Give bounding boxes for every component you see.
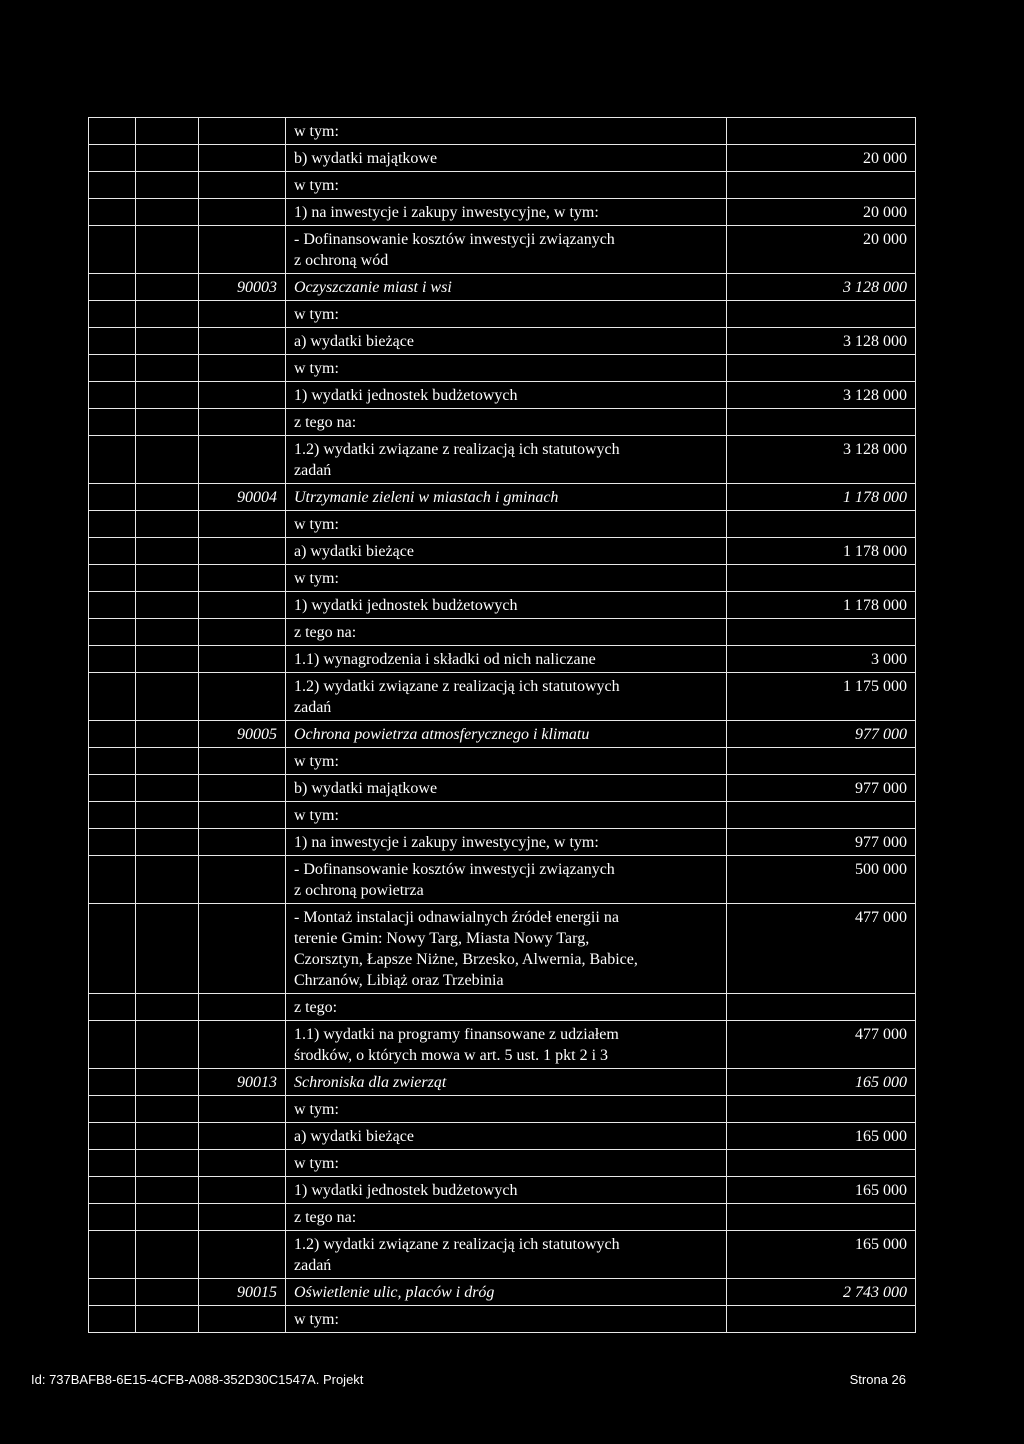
section-code: 90005 <box>199 721 286 748</box>
section-code <box>199 748 286 775</box>
section-code: 90003 <box>199 274 286 301</box>
empty-cell <box>136 118 199 145</box>
row-amount: 477 000 <box>727 904 916 994</box>
row-amount <box>727 301 916 328</box>
section-code <box>199 592 286 619</box>
row-amount: 165 000 <box>727 1231 916 1279</box>
empty-cell <box>136 1279 199 1306</box>
empty-cell <box>89 721 136 748</box>
section-code <box>199 328 286 355</box>
empty-cell <box>136 748 199 775</box>
row-amount <box>727 994 916 1021</box>
row-description: b) wydatki majątkowe <box>286 145 727 172</box>
row-description: Oświetlenie ulic, placów i dróg <box>286 1279 727 1306</box>
table-row <box>89 172 916 199</box>
empty-cell <box>89 1279 136 1306</box>
empty-cell <box>89 511 136 538</box>
row-amount: 3 128 000 <box>727 274 916 301</box>
row-amount <box>727 802 916 829</box>
row-amount: 1 178 000 <box>727 538 916 565</box>
empty-cell <box>136 1069 199 1096</box>
empty-cell <box>136 802 199 829</box>
empty-cell <box>89 1306 136 1333</box>
section-code <box>199 1150 286 1177</box>
empty-cell <box>136 1306 199 1333</box>
row-description: 1) na inwestycje i zakupy inwestycyjne, w tym: <box>286 829 727 856</box>
empty-cell <box>89 994 136 1021</box>
row-amount: 977 000 <box>727 721 916 748</box>
row-description: z tego na: <box>286 1204 727 1231</box>
row-description: b) wydatki majątkowe <box>286 775 727 802</box>
row-amount: 977 000 <box>727 775 916 802</box>
empty-cell <box>136 646 199 673</box>
empty-cell <box>89 355 136 382</box>
row-amount: 165 000 <box>727 1177 916 1204</box>
section-row <box>89 721 916 748</box>
section-code <box>199 673 286 721</box>
empty-cell <box>136 1231 199 1279</box>
row-amount <box>727 355 916 382</box>
section-code <box>199 1096 286 1123</box>
section-code <box>199 1231 286 1279</box>
empty-cell <box>136 856 199 904</box>
table-row <box>89 355 916 382</box>
table-row <box>89 1306 916 1333</box>
row-description: a) wydatki bieżące <box>286 328 727 355</box>
row-description: 1) wydatki jednostek budżetowych <box>286 382 727 409</box>
row-description: 1.1) wydatki na programy finansowane z udziałem środków, o których mowa w art. 5 ust. 1 pkt 2 i 3 <box>286 1021 727 1069</box>
row-description: Utrzymanie zieleni w miastach i gminach <box>286 484 727 511</box>
row-amount: 1 175 000 <box>727 673 916 721</box>
table-row <box>89 409 916 436</box>
table-row <box>89 226 916 274</box>
empty-cell <box>136 1150 199 1177</box>
document-id: Id: 737BAFB8-6E15-4CFB-A088-352D30C1547A. Projekt <box>31 1372 364 1387</box>
empty-cell <box>89 1021 136 1069</box>
row-description: w tym: <box>286 301 727 328</box>
empty-cell <box>136 1123 199 1150</box>
table-row <box>89 328 916 355</box>
table-row <box>89 802 916 829</box>
row-amount: 477 000 <box>727 1021 916 1069</box>
section-code <box>199 1306 286 1333</box>
empty-cell <box>89 301 136 328</box>
empty-cell <box>136 538 199 565</box>
table-row <box>89 1177 916 1204</box>
row-description: Oczyszczanie miast i wsi <box>286 274 727 301</box>
empty-cell <box>89 1096 136 1123</box>
row-description: a) wydatki bieżące <box>286 1123 727 1150</box>
row-description: z tego: <box>286 994 727 1021</box>
table-row <box>89 301 916 328</box>
empty-cell <box>136 775 199 802</box>
section-code <box>199 436 286 484</box>
row-description: 1.2) wydatki związane z realizacją ich statutowych zadań <box>286 1231 727 1279</box>
row-amount <box>727 748 916 775</box>
empty-cell <box>136 172 199 199</box>
table-row <box>89 1204 916 1231</box>
row-amount: 3 128 000 <box>727 382 916 409</box>
empty-cell <box>89 829 136 856</box>
table-row <box>89 1150 916 1177</box>
section-code <box>199 856 286 904</box>
empty-cell <box>136 1021 199 1069</box>
table-row <box>89 118 916 145</box>
table-row <box>89 646 916 673</box>
row-amount <box>727 1096 916 1123</box>
section-code <box>199 409 286 436</box>
table-row <box>89 619 916 646</box>
empty-cell <box>136 1096 199 1123</box>
section-row <box>89 1279 916 1306</box>
row-description: 1) wydatki jednostek budżetowych <box>286 1177 727 1204</box>
empty-cell <box>89 199 136 226</box>
empty-cell <box>136 382 199 409</box>
table-row <box>89 1123 916 1150</box>
row-amount: 3 128 000 <box>727 328 916 355</box>
empty-cell <box>89 172 136 199</box>
row-description: 1.1) wynagrodzenia i składki od nich naliczane <box>286 646 727 673</box>
table-row <box>89 145 916 172</box>
empty-cell <box>89 802 136 829</box>
row-description: w tym: <box>286 748 727 775</box>
empty-cell <box>89 274 136 301</box>
row-description: - Dofinansowanie kosztów inwestycji związanych z ochroną powietrza <box>286 856 727 904</box>
section-code <box>199 1177 286 1204</box>
row-amount <box>727 1306 916 1333</box>
row-description: w tym: <box>286 118 727 145</box>
row-description: w tym: <box>286 172 727 199</box>
table-row <box>89 1096 916 1123</box>
section-code <box>199 355 286 382</box>
row-description: z tego na: <box>286 619 727 646</box>
row-description: 1) wydatki jednostek budżetowych <box>286 592 727 619</box>
empty-cell <box>89 328 136 355</box>
section-code <box>199 829 286 856</box>
table-row <box>89 592 916 619</box>
row-amount: 165 000 <box>727 1123 916 1150</box>
empty-cell <box>89 484 136 511</box>
row-amount: 3 128 000 <box>727 436 916 484</box>
row-amount: 3 000 <box>727 646 916 673</box>
section-code: 90013 <box>199 1069 286 1096</box>
empty-cell <box>89 1150 136 1177</box>
row-amount <box>727 118 916 145</box>
row-description: a) wydatki bieżące <box>286 538 727 565</box>
row-description: 1) na inwestycje i zakupy inwestycyjne, w tym: <box>286 199 727 226</box>
empty-cell <box>89 592 136 619</box>
row-description: - Dofinansowanie kosztów inwestycji związanych z ochroną wód <box>286 226 727 274</box>
section-code <box>199 226 286 274</box>
empty-cell <box>89 856 136 904</box>
table-row <box>89 904 916 994</box>
section-code <box>199 646 286 673</box>
empty-cell <box>89 748 136 775</box>
empty-cell <box>136 355 199 382</box>
row-amount: 1 178 000 <box>727 592 916 619</box>
table-row <box>89 1231 916 1279</box>
row-amount <box>727 1150 916 1177</box>
section-code <box>199 511 286 538</box>
empty-cell <box>136 301 199 328</box>
row-amount: 977 000 <box>727 829 916 856</box>
empty-cell <box>136 592 199 619</box>
table-row <box>89 994 916 1021</box>
empty-cell <box>89 775 136 802</box>
table-row <box>89 673 916 721</box>
row-amount <box>727 1204 916 1231</box>
empty-cell <box>89 436 136 484</box>
empty-cell <box>89 904 136 994</box>
table-row <box>89 829 916 856</box>
section-code <box>199 199 286 226</box>
row-amount <box>727 619 916 646</box>
table-row <box>89 856 916 904</box>
section-code <box>199 904 286 994</box>
row-amount: 2 743 000 <box>727 1279 916 1306</box>
section-code <box>199 118 286 145</box>
empty-cell <box>136 145 199 172</box>
empty-cell <box>136 436 199 484</box>
section-code: 90004 <box>199 484 286 511</box>
row-amount: 165 000 <box>727 1069 916 1096</box>
empty-cell <box>136 994 199 1021</box>
empty-cell <box>136 1177 199 1204</box>
empty-cell <box>89 118 136 145</box>
section-code: 90015 <box>199 1279 286 1306</box>
section-code <box>199 301 286 328</box>
table-row <box>89 511 916 538</box>
empty-cell <box>89 226 136 274</box>
row-description: w tym: <box>286 565 727 592</box>
section-code <box>199 619 286 646</box>
section-code <box>199 1123 286 1150</box>
empty-cell <box>136 673 199 721</box>
empty-cell <box>89 1069 136 1096</box>
row-description: Schroniska dla zwierząt <box>286 1069 727 1096</box>
empty-cell <box>89 382 136 409</box>
empty-cell <box>136 829 199 856</box>
row-description: z tego na: <box>286 409 727 436</box>
empty-cell <box>89 409 136 436</box>
empty-cell <box>136 328 199 355</box>
empty-cell <box>136 565 199 592</box>
row-description: w tym: <box>286 1306 727 1333</box>
section-code <box>199 994 286 1021</box>
empty-cell <box>136 721 199 748</box>
row-description: w tym: <box>286 355 727 382</box>
row-description: Ochrona powietrza atmosferycznego i klimatu <box>286 721 727 748</box>
row-amount: 20 000 <box>727 199 916 226</box>
row-amount <box>727 511 916 538</box>
section-code <box>199 1204 286 1231</box>
table-row <box>89 199 916 226</box>
row-description: w tym: <box>286 802 727 829</box>
empty-cell <box>136 511 199 538</box>
row-amount: 500 000 <box>727 856 916 904</box>
row-description: - Montaż instalacji odnawialnych źródeł energii na terenie Gmin: Nowy Targ, Miasta Nowy Targ, Czorsztyn, Łapsze Niżne, Brzesko, Alwernia, Babice, Chrzanów, Libiąż oraz Trzebinia <box>286 904 727 994</box>
empty-cell <box>136 619 199 646</box>
empty-cell <box>89 538 136 565</box>
section-row <box>89 1069 916 1096</box>
row-amount <box>727 409 916 436</box>
section-row <box>89 484 916 511</box>
row-amount <box>727 565 916 592</box>
row-amount: 20 000 <box>727 226 916 274</box>
section-code <box>199 382 286 409</box>
empty-cell <box>89 1231 136 1279</box>
row-description: w tym: <box>286 511 727 538</box>
empty-cell <box>89 1177 136 1204</box>
row-amount: 1 178 000 <box>727 484 916 511</box>
section-code <box>199 172 286 199</box>
empty-cell <box>89 145 136 172</box>
section-row <box>89 274 916 301</box>
empty-cell <box>89 673 136 721</box>
section-code <box>199 565 286 592</box>
row-description: w tym: <box>286 1150 727 1177</box>
row-description: 1.2) wydatki związane z realizacją ich statutowych zadań <box>286 436 727 484</box>
table-row <box>89 775 916 802</box>
empty-cell <box>89 565 136 592</box>
empty-cell <box>136 1204 199 1231</box>
table-row <box>89 1021 916 1069</box>
section-code <box>199 1021 286 1069</box>
section-code <box>199 538 286 565</box>
section-code <box>199 802 286 829</box>
empty-cell <box>136 274 199 301</box>
empty-cell <box>89 1123 136 1150</box>
empty-cell <box>89 619 136 646</box>
table-row <box>89 748 916 775</box>
row-description: w tym: <box>286 1096 727 1123</box>
budget-table-body <box>89 118 916 1333</box>
empty-cell <box>136 904 199 994</box>
row-description: 1.2) wydatki związane z realizacją ich statutowych zadań <box>286 673 727 721</box>
table-row <box>89 565 916 592</box>
section-code <box>199 775 286 802</box>
empty-cell <box>136 409 199 436</box>
empty-cell <box>89 1204 136 1231</box>
table-row <box>89 538 916 565</box>
table-row <box>89 382 916 409</box>
row-amount: 20 000 <box>727 145 916 172</box>
empty-cell <box>136 199 199 226</box>
row-amount <box>727 172 916 199</box>
page-number: Strona 26 <box>849 1372 906 1387</box>
empty-cell <box>89 646 136 673</box>
empty-cell <box>136 484 199 511</box>
table-row <box>89 436 916 484</box>
budget-table <box>88 117 916 1333</box>
section-code <box>199 145 286 172</box>
empty-cell <box>136 226 199 274</box>
